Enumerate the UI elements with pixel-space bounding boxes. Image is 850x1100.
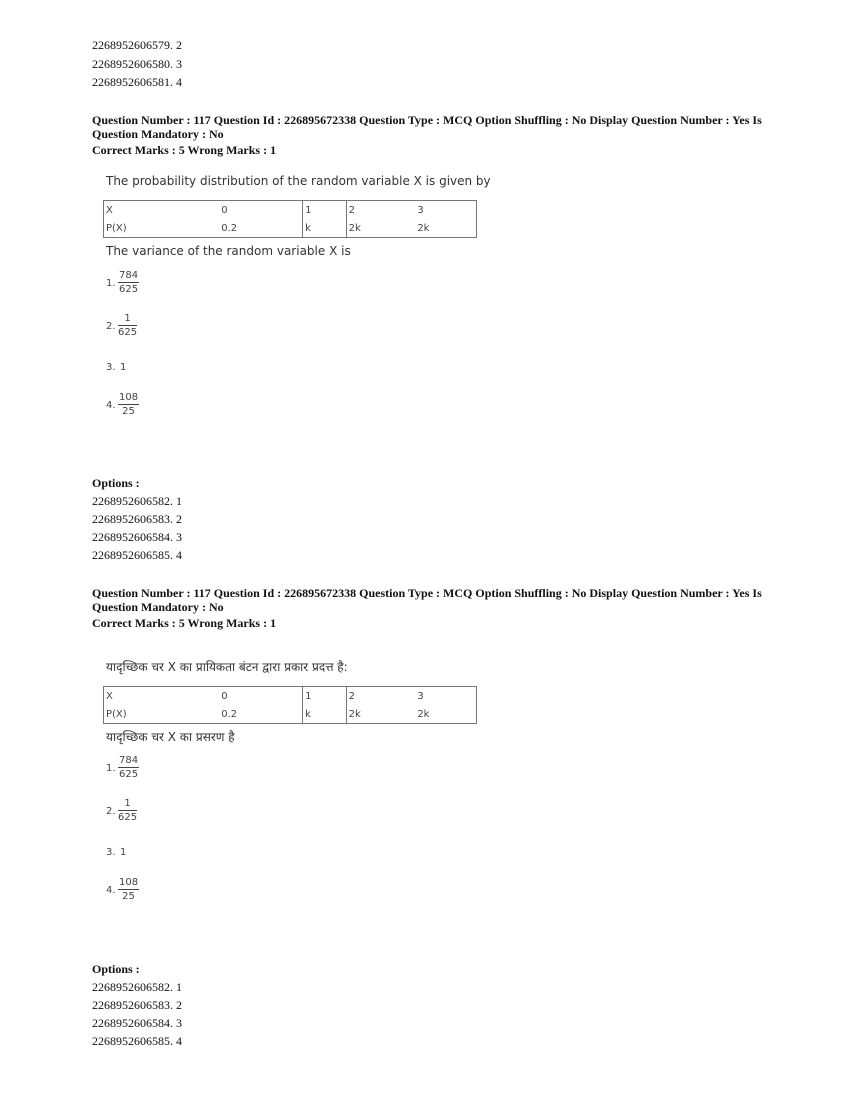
option-line: 2268952606584. 3 — [92, 1016, 182, 1030]
question-header: Question Number : 117 Question Id : 226895672338 Question Type : MCQ Option Shuffling : No Display Question Number : Yes Is — [92, 113, 762, 127]
table-cell: 0.2 — [215, 705, 302, 724]
denominator: 25 — [122, 406, 135, 417]
numerator: 108 — [119, 392, 139, 403]
table-cell: 1 — [303, 201, 346, 220]
distribution-table — [103, 686, 477, 724]
table-cell: k — [303, 705, 346, 724]
table-row — [104, 705, 477, 724]
distribution-table — [103, 200, 477, 238]
options-label: Options : — [92, 962, 140, 976]
choice-value: 1 — [120, 362, 127, 373]
denominator: 25 — [122, 891, 135, 902]
question-prompt: The variance of the random variable X is — [106, 244, 351, 258]
question-mandatory: Question Mandatory : No — [92, 127, 224, 141]
choice-number: 1. — [106, 763, 116, 774]
table-cell: 2k — [415, 219, 476, 238]
choice-number: 4. — [106, 400, 116, 411]
denominator: 625 — [118, 812, 138, 823]
fraction — [118, 755, 139, 781]
table-cell: 3 — [415, 201, 476, 220]
question-mandatory: Question Mandatory : No — [92, 600, 224, 614]
table-cell: P(X) — [104, 705, 216, 724]
table-cell: 2 — [346, 201, 415, 220]
option-line: 2268952606585. 4 — [92, 548, 182, 562]
numerator: 784 — [119, 270, 139, 281]
fraction — [118, 392, 139, 418]
table-cell: X — [104, 687, 216, 706]
table-cell: 0.2 — [215, 219, 302, 238]
option-line: 2268952606585. 4 — [92, 1034, 182, 1048]
question-prompt: यादृच्छिक चर X का प्रसरण है — [106, 730, 235, 744]
question-intro: The probability distribution of the random variable X is given by — [106, 174, 491, 188]
table-cell: 3 — [415, 687, 476, 706]
fraction — [118, 313, 137, 339]
question-intro: यादृच्छिक चर X का प्रायिकता बंटन द्वारा प्रकार प्रदत्त है: — [106, 660, 348, 674]
choice-number: 2. — [106, 321, 116, 332]
option-line: 2268952606579. 2 — [92, 38, 182, 52]
choice-number: 1. — [106, 278, 116, 289]
table-cell: 0 — [215, 687, 302, 706]
option-line: 2268952606582. 1 — [92, 980, 182, 994]
table-cell: 1 — [303, 687, 346, 706]
choice-number: 3. — [106, 362, 116, 373]
table-cell: k — [303, 219, 346, 238]
denominator: 625 — [119, 769, 139, 780]
table-cell: P(X) — [104, 219, 216, 238]
denominator: 625 — [119, 284, 139, 295]
table-cell: 2k — [346, 705, 415, 724]
choice-number: 3. — [106, 847, 116, 858]
denominator: 625 — [118, 327, 138, 338]
numerator: 1 — [118, 313, 137, 326]
fraction — [118, 270, 139, 296]
table-cell: 0 — [215, 201, 302, 220]
numerator: 108 — [119, 877, 139, 888]
table-row — [104, 687, 477, 706]
table-cell: 2k — [415, 705, 476, 724]
fraction — [118, 877, 139, 903]
option-line: 2268952606583. 2 — [92, 512, 182, 526]
options-label: Options : — [92, 476, 140, 490]
option-line: 2268952606582. 1 — [92, 494, 182, 508]
option-line: 2268952606581. 4 — [92, 75, 182, 89]
table-cell: 2 — [346, 687, 415, 706]
option-line: 2268952606583. 2 — [92, 998, 182, 1012]
choice-value: 1 — [120, 847, 127, 858]
choice-number: 4. — [106, 885, 116, 896]
table-cell: X — [104, 201, 216, 220]
option-line: 2268952606584. 3 — [92, 530, 182, 544]
numerator: 1 — [118, 798, 137, 811]
numerator: 784 — [119, 755, 139, 766]
question-header: Question Number : 117 Question Id : 226895672338 Question Type : MCQ Option Shuffling : No Display Question Number : Yes Is — [92, 586, 762, 600]
question-marks: Correct Marks : 5 Wrong Marks : 1 — [92, 616, 277, 630]
question-marks: Correct Marks : 5 Wrong Marks : 1 — [92, 143, 277, 157]
table-row — [104, 201, 477, 220]
fraction — [118, 798, 137, 824]
table-cell: 2k — [346, 219, 415, 238]
option-line: 2268952606580. 3 — [92, 57, 182, 71]
choice-number: 2. — [106, 806, 116, 817]
table-row — [104, 219, 477, 238]
